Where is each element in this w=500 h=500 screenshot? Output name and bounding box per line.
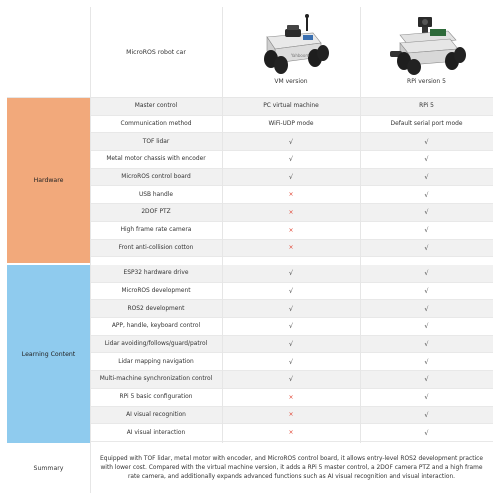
cross-mark: × xyxy=(288,393,294,401)
summary-section-label: Summary xyxy=(7,443,90,493)
check-mark: √ xyxy=(424,322,429,331)
table-row xyxy=(90,371,493,389)
hardware-section-label: Hardware xyxy=(7,98,90,263)
check-mark: √ xyxy=(288,375,294,384)
check-mark: √ xyxy=(288,155,294,164)
table-row xyxy=(90,133,493,151)
check-mark: √ xyxy=(288,340,294,349)
feature-cell: AI visual interaction xyxy=(126,429,186,436)
column-divider xyxy=(222,7,223,443)
feature-cell: ROS2 development xyxy=(127,305,185,312)
table-row xyxy=(90,424,493,442)
rpi-value-cell: Default serial port mode xyxy=(390,121,463,128)
feature-cell: Communication method xyxy=(120,121,192,128)
feature-cell: High frame rate camera xyxy=(120,227,192,234)
rpi-value-cell: RPi 5 xyxy=(419,103,434,110)
table-row xyxy=(90,116,493,134)
check-mark: √ xyxy=(424,243,429,252)
table-row xyxy=(90,336,493,354)
check-mark: √ xyxy=(424,393,429,402)
cross-mark: × xyxy=(288,208,294,216)
table-row xyxy=(90,98,493,116)
check-mark: √ xyxy=(424,340,429,349)
table-row xyxy=(90,389,493,407)
feature-cell: Front anti-collision cotton xyxy=(118,244,194,251)
table-row xyxy=(90,204,493,222)
feature-cell: TOF lidar xyxy=(142,138,170,145)
table-row xyxy=(90,353,493,371)
vm-value-cell: PC virtual machine xyxy=(263,103,319,110)
check-mark: √ xyxy=(288,322,294,331)
vm-version-caption: VM version xyxy=(274,78,308,85)
check-mark: √ xyxy=(424,137,429,146)
check-mark: √ xyxy=(424,410,429,419)
check-mark: √ xyxy=(424,357,429,366)
table-row xyxy=(90,186,493,204)
comparison-table xyxy=(7,7,493,493)
cross-mark: × xyxy=(288,411,294,419)
table-row xyxy=(90,300,493,318)
rpi-version-caption: RPi version 5 xyxy=(407,78,446,85)
check-mark: √ xyxy=(288,269,294,278)
summary-text: Equipped with TOF lidar, metal motor with encoder, and MicroROS control board, it allows entry-level ROS2 development practice with lower cost. Compared with the virtual machine version, it adds a RPi 5 master control, a 2DOF camera PTZ and a high frame rate camera, and additionally expands advanced functions such as AI visual recognition and visual interaction. xyxy=(99,455,484,480)
feature-cell: Lidar mapping navigation xyxy=(118,358,194,365)
cross-mark: × xyxy=(288,226,294,234)
cross-mark: × xyxy=(288,244,294,252)
column-divider xyxy=(90,7,91,493)
check-mark: √ xyxy=(424,226,429,235)
learning-content-section-label: Learning Content xyxy=(7,265,90,443)
product-title: MicroROS robot car xyxy=(126,49,186,56)
hardware-rows xyxy=(90,98,493,257)
feature-cell: MicroROS development xyxy=(121,288,191,295)
table-row xyxy=(90,222,493,240)
check-mark: √ xyxy=(424,190,429,199)
table-row xyxy=(90,240,493,258)
feature-cell: RPi 5 basic configuration xyxy=(119,394,193,401)
robot-car-vm-image xyxy=(251,13,331,75)
feature-cell: APP, handle, keyboard control xyxy=(111,323,201,330)
header-blank-cell xyxy=(7,7,90,98)
column-divider xyxy=(360,7,361,443)
feature-cell: Master control xyxy=(134,103,178,110)
feature-cell: 2DOF PTZ xyxy=(141,209,171,216)
table-row xyxy=(90,151,493,169)
cross-mark: × xyxy=(288,429,294,437)
table-header xyxy=(7,7,493,98)
rpi-version-column-header xyxy=(360,7,493,98)
check-mark: √ xyxy=(424,287,429,296)
check-mark: √ xyxy=(424,375,429,384)
check-mark: √ xyxy=(424,269,429,278)
table-row xyxy=(90,407,493,425)
check-mark: √ xyxy=(288,137,294,146)
check-mark: √ xyxy=(288,304,294,313)
table-row xyxy=(90,265,493,283)
svg-text:Yahboom: Yahboom xyxy=(291,53,310,58)
feature-cell: Lidar avoiding/follows/guard/patrol xyxy=(104,341,208,348)
feature-cell: AI visual recognition xyxy=(126,411,186,418)
check-mark: √ xyxy=(288,173,294,182)
check-mark: √ xyxy=(424,208,429,217)
check-mark: √ xyxy=(424,173,429,182)
check-mark: √ xyxy=(288,287,294,296)
feature-cell: ESP32 hardware drive xyxy=(123,270,189,277)
check-mark: √ xyxy=(288,357,294,366)
vm-value-cell: WiFi-UDP mode xyxy=(268,121,314,128)
table-row xyxy=(90,283,493,301)
feature-cell: Multi-machine synchronization control xyxy=(99,376,213,383)
check-mark: √ xyxy=(424,155,429,164)
check-mark: √ xyxy=(424,428,429,437)
learning-rows xyxy=(90,265,493,442)
feature-cell: MicroROS control board xyxy=(121,174,191,181)
robot-car-rpi-image xyxy=(384,13,470,75)
vm-version-column-header xyxy=(222,7,360,98)
table-row xyxy=(90,318,493,336)
table-row xyxy=(90,169,493,187)
cross-mark: × xyxy=(288,191,294,199)
feature-cell: Metal motor chassis with encoder xyxy=(106,156,206,163)
check-mark: √ xyxy=(424,304,429,313)
feature-cell: USB handle xyxy=(138,191,174,198)
